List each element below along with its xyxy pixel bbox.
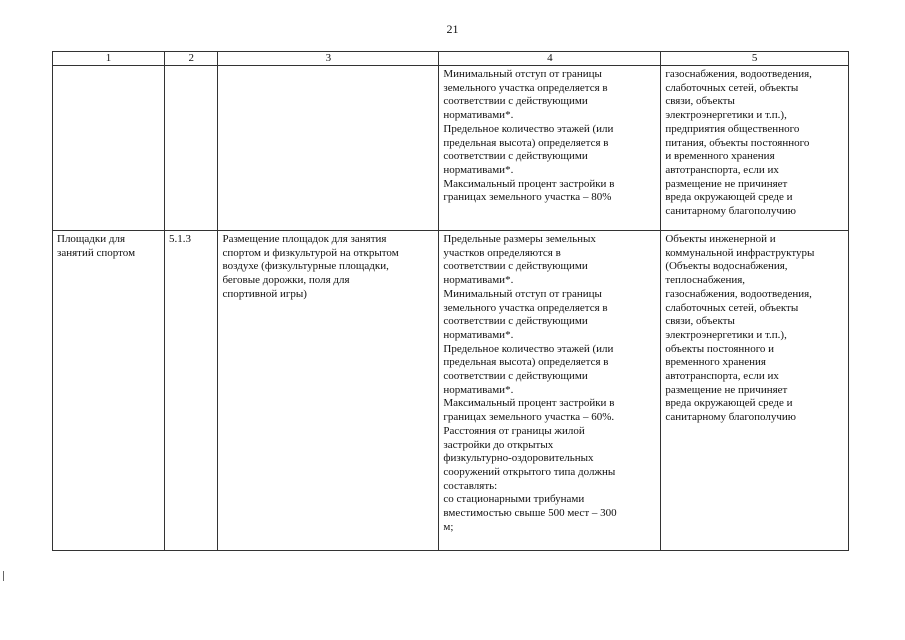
- cell-use-type: [53, 66, 165, 231]
- scan-margin-mark: [3, 571, 8, 581]
- cell-description: [218, 66, 439, 231]
- header-col-4: 4: [439, 52, 661, 66]
- page-number: 21: [446, 22, 459, 36]
- cell-code: 5.1.3: [164, 231, 217, 551]
- header-col-5: 5: [661, 52, 849, 66]
- cell-parameters: Минимальный отступ от границы земельного участка определяется в соответствии с действующими нормативами*. Предельное количество этажей (или предельная высота) определяется в соответствии с действующими нормативами*. Максимальный процент застройки в границах земельного участка – 80%: [439, 66, 661, 231]
- zoning-table: [52, 51, 849, 551]
- header-col-3: 3: [218, 52, 439, 66]
- cell-use-type: Площадки для занятий спортом: [53, 231, 165, 551]
- cell-parameters: Предельные размеры земельных участков определяются в соответствии с действующими нормативами*. Минимальный отступ от границы земельного участка определяется в соответствии с действующими нормативами*. Предельное количество этажей (или предельная высота) определяется в соответствии с действующими нормативами*. Максимальный процент застройки в границах земельного участка – 60%. Расстояния от границы жилой застройки до открытых физкультурно-оздоровительных сооружений открытого типа должны составлять: со стационарными трибунами вместимостью свыше 500 мест – 300 м;: [439, 231, 661, 551]
- table-header-row: [53, 52, 849, 66]
- header-col-2: 2: [164, 52, 217, 66]
- cell-description: Размещение площадок для занятия спортом и физкультурой на открытом воздухе (физкультурные площадки, беговые дорожки, поля для спортивной игры): [218, 231, 439, 551]
- table-row: [53, 66, 849, 231]
- header-col-1: 1: [53, 52, 165, 66]
- table-row: [53, 231, 849, 551]
- cell-auxiliary-uses: Объекты инженерной и коммунальной инфраструктуры (Объекты водоснабжения, теплоснабжения, газоснабжения, водоотведения, слаботочных сетей, объекты связи, объекты электроэнергетики и т.п.), объекты постоянного и временного хранения автотранспорта, если их размещение не причиняет вреда окружающей среде и санитарному благополучию: [661, 231, 849, 551]
- cell-auxiliary-uses: газоснабжения, водоотведения, слаботочных сетей, объекты связи, объекты электроэнергетики и т.п.), предприятия общественного питания, объекты постоянного и временного хранения автотранспорта, если их размещение не причиняет вреда окружающей среде и санитарному благополучию: [661, 66, 849, 231]
- cell-code: [164, 66, 217, 231]
